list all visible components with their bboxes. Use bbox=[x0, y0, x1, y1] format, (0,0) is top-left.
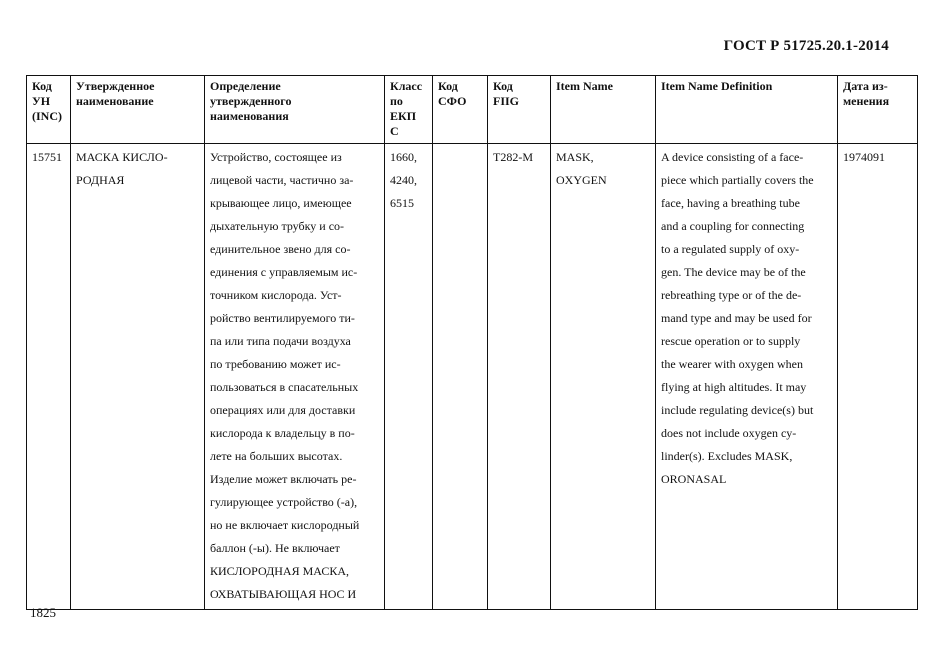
cell-inc-code: 15751 bbox=[27, 144, 71, 610]
table-row bbox=[27, 144, 918, 610]
cell-fiig-code: T282-M bbox=[488, 144, 551, 610]
registry-table bbox=[26, 75, 918, 610]
document-header: ГОСТ Р 51725.20.1-2014 bbox=[723, 38, 889, 54]
page-number: 1825 bbox=[30, 605, 56, 620]
cell-item-name: MASK, OXYGEN bbox=[551, 144, 656, 610]
cell-item-name-definition: A device consisting of a face- piece which partially covers the face, having a breathing tube and a coupling for connecting to a regulated supply of oxy- gen. The device may be of the rebreathing type or of the de- mand type and may be used for rescue operation or to supply the wearer with oxygen when flying at high altitudes. It may include regulating device(s) but does not include oxygen cy- linder(s). Excludes MASK, ORONASAL bbox=[656, 144, 838, 610]
col-header-fiig-code: Код FIIG bbox=[488, 76, 551, 144]
col-header-definition-ru: Определение утвержденного наименования bbox=[205, 76, 385, 144]
col-header-item-name-definition: Item Name Definition bbox=[656, 76, 838, 144]
cell-change-date: 1974091 bbox=[838, 144, 918, 610]
col-header-change-date: Дата из- менения bbox=[838, 76, 918, 144]
cell-definition-ru: Устройство, состоящее из лицевой части, частично за- крывающее лицо, имеющее дыхательную трубку и со- единительное звено для со- единения с управляемым ис- точником кислорода. Уст- ройство вентилируемого ти- па или типа подачи воздуха по требованию может ис- пользоваться в спасательных операциях или для доставки кислорода к владельцу в по- лете на больших высотах. Изделие может включать ре- гулирующее устройство (-а), но не включает кислородный баллон (-ы). Не включает КИСЛОРОДНАЯ МАСКА, ОХВАТЫВАЮЩАЯ НОС И bbox=[205, 144, 385, 610]
col-header-approved-name: Утвержденное наименование bbox=[71, 76, 205, 144]
table-header-row bbox=[27, 76, 918, 144]
col-header-inc-code: Код УН (INC) bbox=[27, 76, 71, 144]
cell-ekps-class: 1660, 4240, 6515 bbox=[385, 144, 433, 610]
cell-approved-name: МАСКА КИСЛО- РОДНАЯ bbox=[71, 144, 205, 610]
col-header-item-name: Item Name bbox=[551, 76, 656, 144]
cell-sfo-code bbox=[433, 144, 488, 610]
col-header-sfo-code: Код СФО bbox=[433, 76, 488, 144]
col-header-ekps-class: Класс по ЕКП С bbox=[385, 76, 433, 144]
